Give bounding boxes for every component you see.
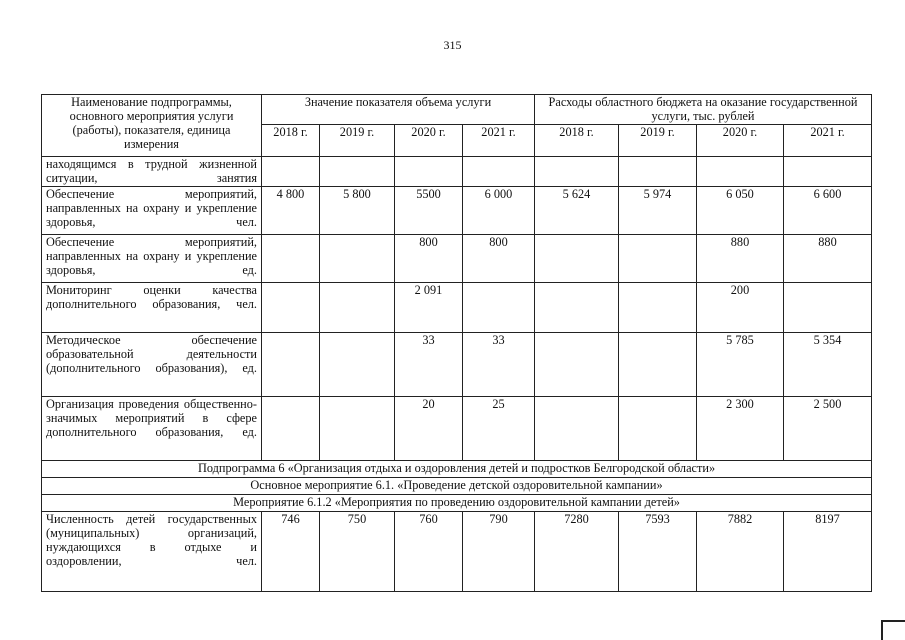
cell: 20: [395, 397, 463, 461]
row-name: Обеспечение мероприятий, направленных на охрану и укрепление здоровья, ед.: [42, 235, 262, 283]
budget-table: [41, 94, 872, 592]
cell: [262, 333, 320, 397]
row-name: Обеспечение мероприятий, направленных на охрану и укрепление здоровья, чел.: [42, 187, 262, 235]
cell: 880: [784, 235, 872, 283]
header-year: 2019 г.: [619, 125, 697, 157]
cell: 7280: [535, 512, 619, 592]
main-activity-heading: Основное мероприятие 6.1. «Проведение детской оздоровительной кампании»: [42, 478, 872, 495]
cell: 2 300: [697, 397, 784, 461]
table-row: [42, 397, 872, 461]
cell: [619, 397, 697, 461]
cell: 5 974: [619, 187, 697, 235]
cell: [320, 397, 395, 461]
cell: 5 800: [320, 187, 395, 235]
cell: 6 000: [463, 187, 535, 235]
cell: [320, 333, 395, 397]
table-row: [42, 187, 872, 235]
table-row: [42, 512, 872, 592]
table-row: [42, 283, 872, 333]
cell: 5500: [395, 187, 463, 235]
cell: 5 354: [784, 333, 872, 397]
header-year: 2018 г.: [262, 125, 320, 157]
cell: [535, 157, 619, 187]
cell: [463, 157, 535, 187]
cell: 2 500: [784, 397, 872, 461]
activity-heading: Мероприятие 6.1.2 «Мероприятия по проведению оздоровительной кампании детей»: [42, 495, 872, 512]
table-row: [42, 235, 872, 283]
row-name: Организация проведения общественно-значимых мероприятий в сфере дополнительного образования, ед.: [42, 397, 262, 461]
cell: 2 091: [395, 283, 463, 333]
cell: [395, 157, 463, 187]
header-year: 2020 г.: [697, 125, 784, 157]
cell: [535, 235, 619, 283]
cell: 7882: [697, 512, 784, 592]
cell: 800: [395, 235, 463, 283]
cell: 8197: [784, 512, 872, 592]
table-row: [42, 333, 872, 397]
subprogram-heading: Подпрограмма 6 «Организация отдыха и оздоровления детей и подростков Белгородской области»: [42, 461, 872, 478]
cell: [463, 283, 535, 333]
page-number: 315: [443, 38, 462, 52]
cell: [784, 283, 872, 333]
cell: 6 600: [784, 187, 872, 235]
cell: 4 800: [262, 187, 320, 235]
header-year: 2018 г.: [535, 125, 619, 157]
cell: 800: [463, 235, 535, 283]
cell: [697, 157, 784, 187]
cell: [535, 333, 619, 397]
row-name: находящимся в трудной жизненной ситуации, занятия: [42, 157, 262, 187]
cell: [619, 333, 697, 397]
cell: [320, 283, 395, 333]
header-year: 2021 г.: [784, 125, 872, 157]
cell: 7593: [619, 512, 697, 592]
row-name: Методическое обеспечение образовательной деятельности (дополнительного образования), ед.: [42, 333, 262, 397]
row-name: Численность детей государственных (муниципальных) организаций, нуждающихся в отдыхе и оздоровлении, чел.: [42, 512, 262, 592]
cell: 6 050: [697, 187, 784, 235]
cell: [535, 397, 619, 461]
cell: [262, 397, 320, 461]
header-name-column: Наименование подпрограммы, основного мероприятия услуги (работы), показателя, единица измерения: [42, 95, 262, 157]
header-year: 2019 г.: [320, 125, 395, 157]
cell: 760: [395, 512, 463, 592]
cell: 790: [463, 512, 535, 592]
cell: 25: [463, 397, 535, 461]
cell: 33: [395, 333, 463, 397]
cell: 33: [463, 333, 535, 397]
cell: [320, 235, 395, 283]
header-year: 2020 г.: [395, 125, 463, 157]
table-row: [42, 157, 872, 187]
page-edge-mark: [881, 620, 905, 640]
cell: 5 785: [697, 333, 784, 397]
cell: 750: [320, 512, 395, 592]
cell: [619, 235, 697, 283]
cell: [262, 157, 320, 187]
cell: [619, 283, 697, 333]
cell: 5 624: [535, 187, 619, 235]
cell: 746: [262, 512, 320, 592]
cell: [535, 283, 619, 333]
cell: 200: [697, 283, 784, 333]
cell: [784, 157, 872, 187]
header-year: 2021 г.: [463, 125, 535, 157]
cell: [320, 157, 395, 187]
cell: [262, 235, 320, 283]
row-name: Мониторинг оценки качества дополнительного образования, чел.: [42, 283, 262, 333]
cell: [262, 283, 320, 333]
cell: [619, 157, 697, 187]
header-volume-group: Значение показателя объема услуги: [262, 95, 535, 125]
cell: 880: [697, 235, 784, 283]
header-budget-group: Расходы областного бюджета на оказание государственной услуги, тыс. рублей: [535, 95, 872, 125]
